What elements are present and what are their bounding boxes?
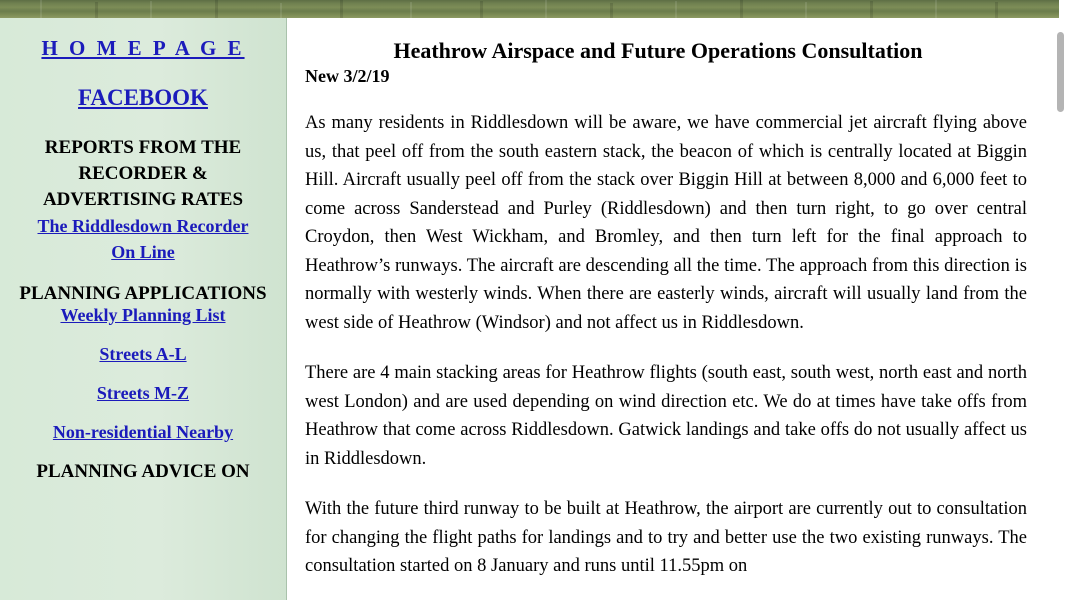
scrollbar-thumb[interactable]	[1057, 32, 1064, 112]
sidebar	[0, 18, 287, 600]
recorder-link-line1: The Riddlesdown Recorder	[37, 216, 249, 236]
article-date-badge: New 3/2/19	[305, 66, 390, 86]
page-content	[0, 18, 1067, 600]
sidebar-heading-reports-line2: RECORDER &	[78, 163, 208, 184]
article-paragraph: As many residents in Riddlesdown will be aware, we have commercial jet aircraft flying above us, that peel off from the south eastern stack, the beacon of which is centrally located at Biggin Hill. Aircraft usually peel off from the stack over Biggin Hill at between 8,000 and 6,000 feet to come across Sanderstead and Purley (Riddlesdown) and then turn right, to go over central Croydon, then West Wickham, and Bromley, and then turn left for the final approach to Heathrow’s runways. The aircraft are descending all the time. The approach from this direction is normally with westerly winds. When there are easterly winds, aircraft will usually land from the west side of Heathrow (Windsor) and not affect us in Riddlesdown.	[305, 113, 1027, 333]
sidebar-item-streets-m-z[interactable]: Streets M-Z	[96, 383, 190, 403]
scrollbar-track[interactable]	[1053, 18, 1067, 600]
sidebar-heading-reports-line3: ADVERTISING RATES	[42, 189, 244, 210]
article-paragraph: There are 4 main stacking areas for Heathrow flights (south east, south west, north east and north west London) and are used depending on wind direction etc. We do at times have take offs from Heathrow that come across Riddlesdown. Gatwick landings and take offs do not usually affect us in Riddlesdown.	[305, 363, 1027, 469]
sidebar-item-riddlesdown-recorder-online[interactable]	[8, 213, 278, 265]
sidebar-heading-planning-advice: PLANNING ADVICE ON	[36, 461, 250, 482]
sidebar-item-non-residential-nearby[interactable]: Non-residential Nearby	[52, 422, 234, 442]
sidebar-item-home-page[interactable]: H O M E P A G E	[41, 36, 245, 60]
page-title: Heathrow Airspace and Future Operations Consultation	[393, 38, 923, 63]
article-pane	[287, 18, 1067, 600]
sidebar-item-streets-a-l[interactable]: Streets A-L	[99, 344, 187, 364]
sidebar-item-weekly-planning-list[interactable]: Weekly Planning List	[60, 305, 226, 325]
banner-right-margin	[1059, 0, 1067, 18]
sidebar-heading-planning-applications: PLANNING APPLICATIONS	[19, 283, 267, 304]
sidebar-item-facebook[interactable]: FACEBOOK	[78, 85, 208, 110]
grass-banner-image	[0, 0, 1067, 18]
recorder-link-line2: On Line	[111, 242, 175, 262]
sidebar-heading-reports-line1: REPORTS FROM THE	[44, 137, 242, 158]
article-paragraph: With the future third runway to be built at Heathrow, the airport are currently out to consultation for changing the flight paths for landings and to try and better use the two existing runways. The consultation started on 8 January and runs until 11.55pm on	[305, 499, 1027, 576]
